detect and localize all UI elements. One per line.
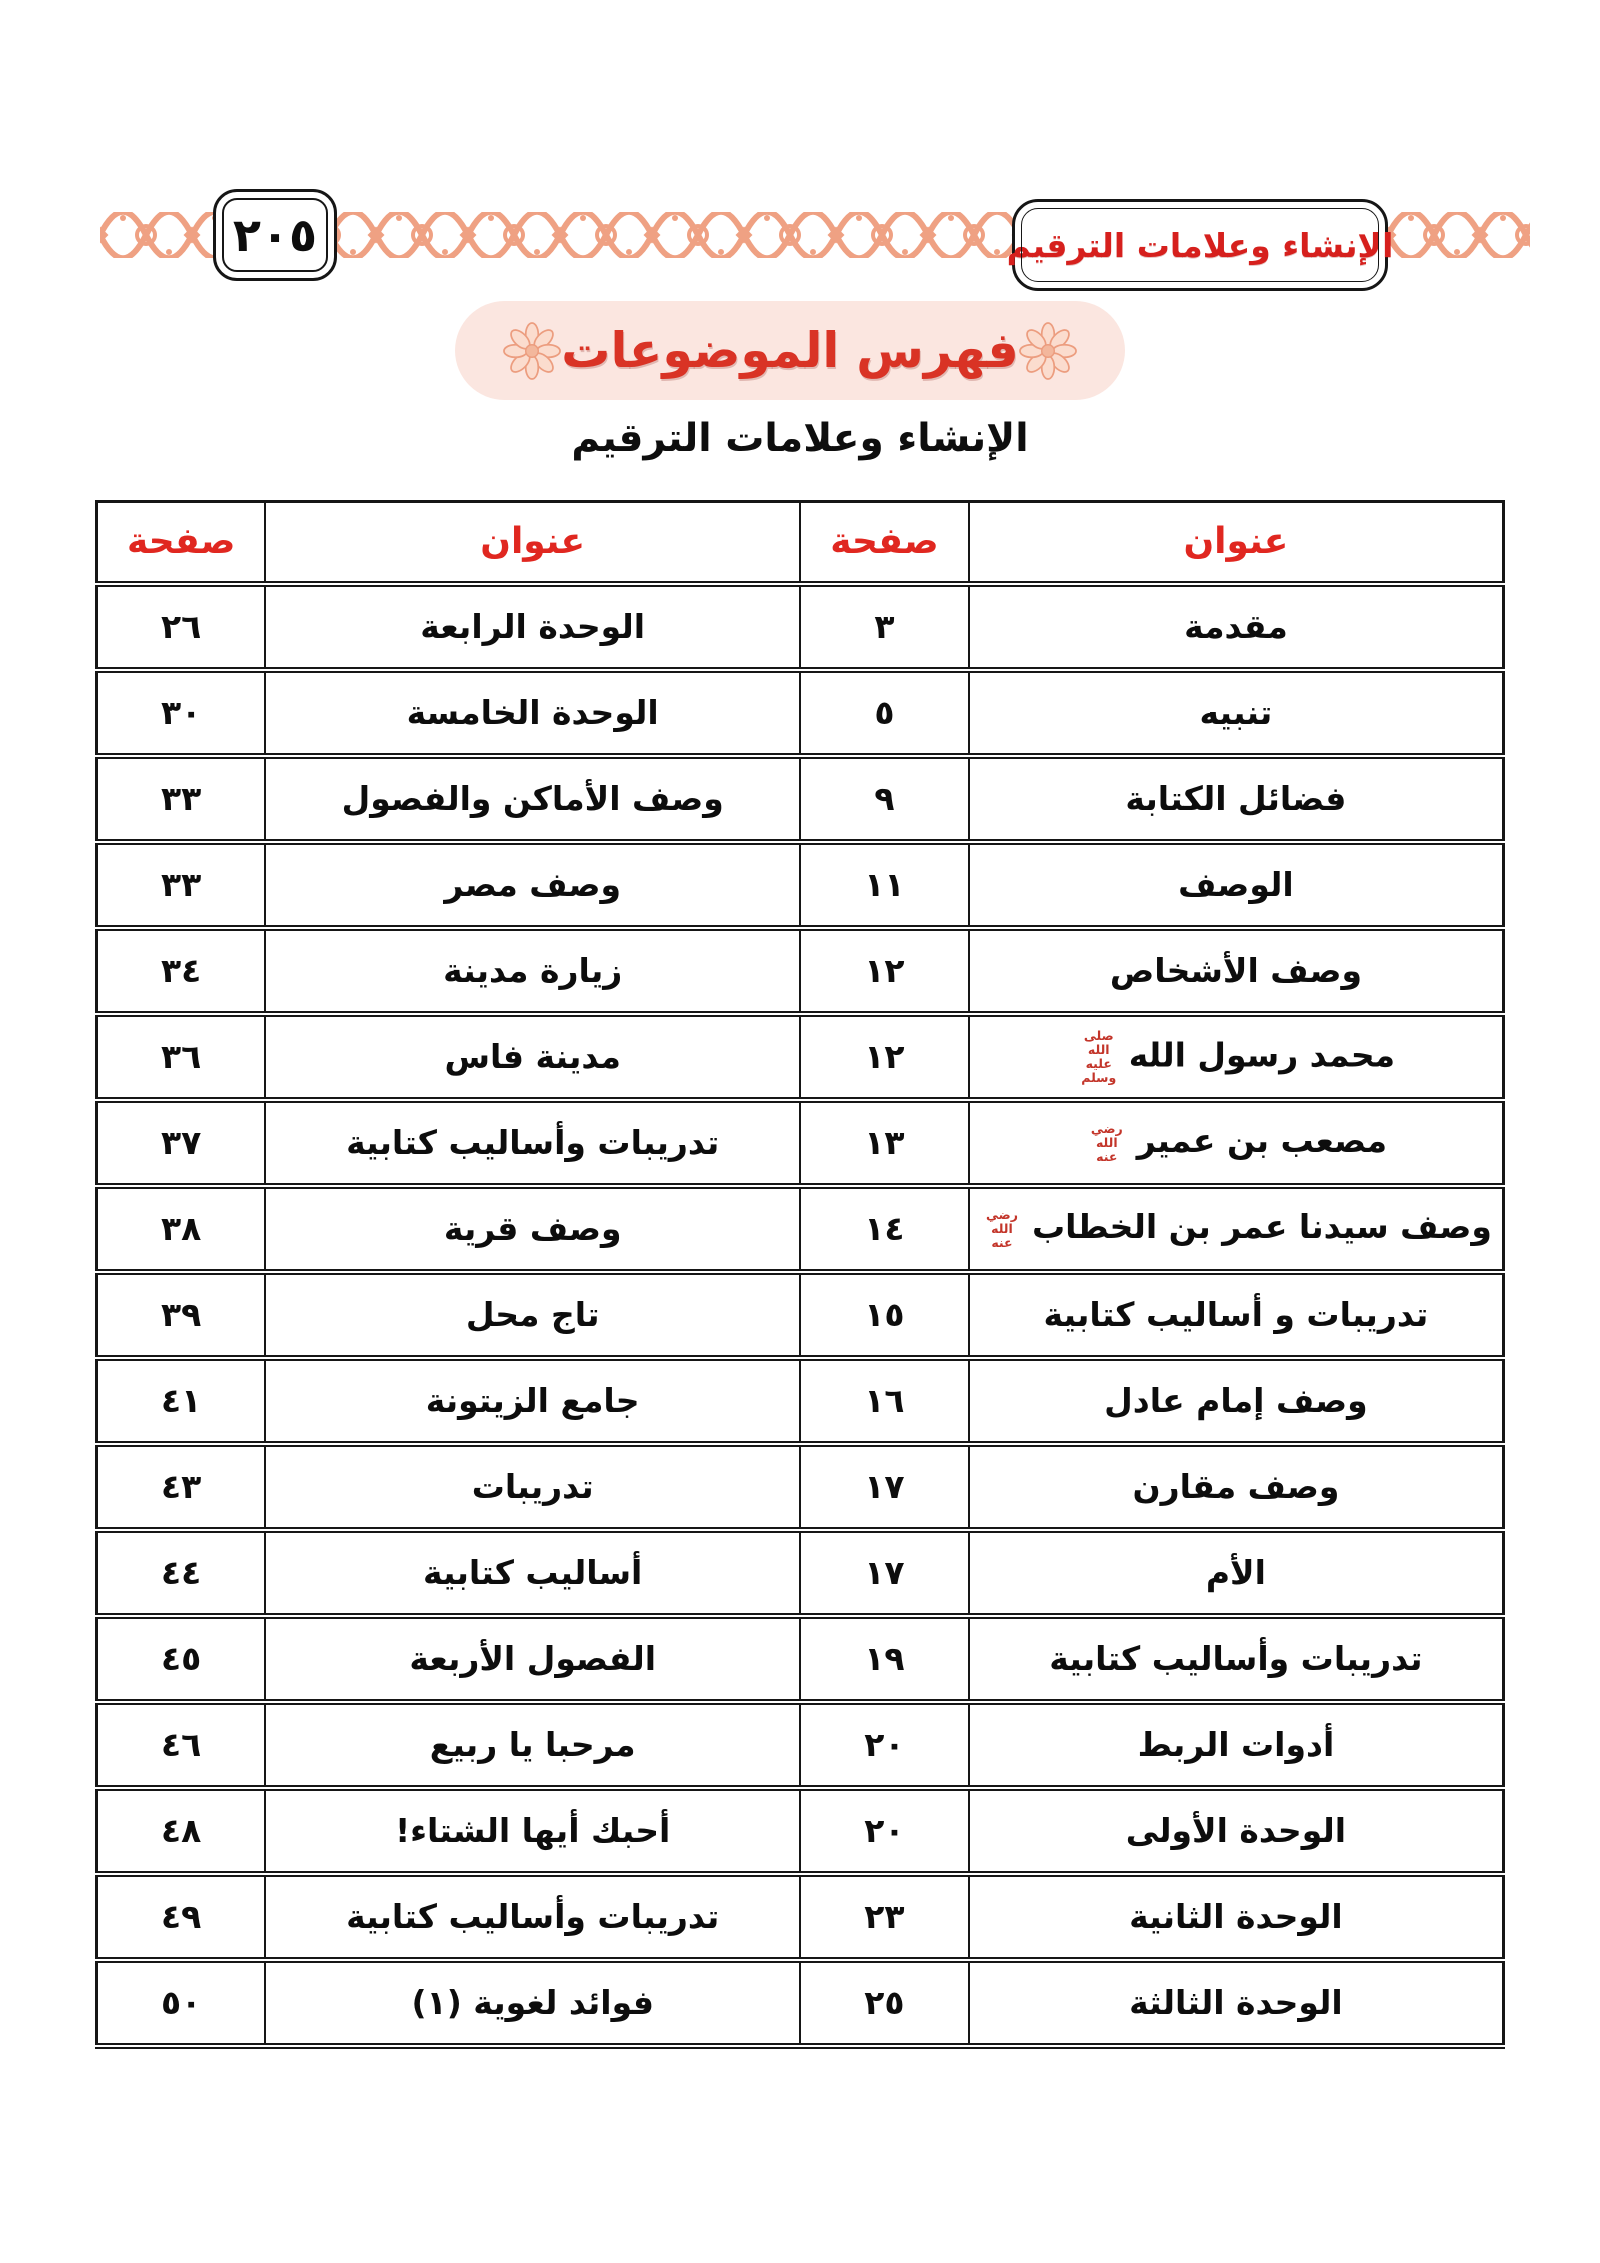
- entry-title-text: الفصول الأربعة: [409, 1639, 657, 1678]
- entry-title-text: الوحدة الثالثة: [1129, 1983, 1343, 2022]
- toc-entry-title: [265, 1788, 800, 1874]
- toc-entry-title: [969, 1530, 1504, 1616]
- entry-title-text: تنبيه: [1199, 693, 1273, 732]
- entry-title-text: أساليب كتابية: [423, 1553, 643, 1592]
- book-title-frame: [1006, 199, 1394, 291]
- toc-entry-page: ٣٧: [97, 1100, 266, 1186]
- toc-entry-title: [969, 1272, 1504, 1358]
- entry-title-text: تدريبات وأساليب كتابية: [346, 1897, 720, 1936]
- table-row: [97, 1444, 1504, 1530]
- table-header-row: [97, 502, 1504, 584]
- toc-entry-page: ٤٤: [97, 1530, 266, 1616]
- col-header-page-left: صفحة: [97, 502, 266, 584]
- toc-entry-page: ١١: [800, 842, 969, 928]
- table-row: [97, 756, 1504, 842]
- honorific-mark: رضي الله عنه: [1090, 1120, 1123, 1164]
- entry-title-text: مدينة فاس: [444, 1037, 621, 1076]
- entry-title-text: الوحدة الأولى: [1125, 1811, 1347, 1850]
- toc-entry-page: ٣٣: [97, 756, 266, 842]
- toc-entry-title: [969, 1616, 1504, 1702]
- entry-title-text: مصعب بن عمير: [1136, 1121, 1388, 1161]
- entry-title-text: جامع الزيتونة: [425, 1381, 640, 1420]
- toc-entry-title: [969, 670, 1504, 756]
- entry-title-text: تدريبات و أساليب كتابية: [1043, 1295, 1429, 1334]
- toc-entry-title: [265, 1702, 800, 1788]
- toc-entry-title: [969, 1014, 1504, 1100]
- toc-entry-title: [969, 1702, 1504, 1788]
- toc-banner: [455, 301, 1125, 400]
- toc-banner-title: فهرس الموضوعات: [561, 322, 1019, 379]
- toc-entry-title: [969, 1960, 1504, 2046]
- toc-entry-page: ٤٩: [97, 1874, 266, 1960]
- toc-entry-title: [969, 1874, 1504, 1960]
- entry-title-text: فضائل الكتابة: [1125, 779, 1347, 818]
- entry-title-text: مقدمة: [1184, 607, 1288, 646]
- toc-entry-title: [969, 1444, 1504, 1530]
- toc-entry-page: ٣٦: [97, 1014, 266, 1100]
- toc-entry-title: [969, 1100, 1504, 1186]
- toc-entry-title: [969, 1358, 1504, 1444]
- table-row: [97, 1702, 1504, 1788]
- toc-entry-page: ١٢: [800, 928, 969, 1014]
- entry-title-text: الوحدة الخامسة: [406, 693, 659, 732]
- toc-entry-page: ٢٥: [800, 1960, 969, 2046]
- toc-entry-page: ٤١: [97, 1358, 266, 1444]
- honorific-mark: صلى الله عليه وسلم: [1081, 1027, 1117, 1085]
- toc-entry-title: [969, 842, 1504, 928]
- page-number-badge: [213, 189, 337, 281]
- col-header-title-right: عنوان: [969, 502, 1504, 584]
- col-header-title-left: عنوان: [265, 502, 800, 584]
- entry-title-text: زيارة مدينة: [443, 951, 623, 990]
- entry-title-text: وصف مقارن: [1132, 1467, 1340, 1506]
- toc-entry-title: [969, 928, 1504, 1014]
- toc-entry-title: [265, 1874, 800, 1960]
- page-number: ٢٠٥: [232, 208, 318, 262]
- book-title-calligraphy: الإنشاء وعلامات الترقيم: [1006, 225, 1394, 265]
- toc-entry-page: ٣: [800, 584, 969, 670]
- table-row: [97, 1530, 1504, 1616]
- table-row: [97, 1014, 1504, 1100]
- entry-title-text: وصف مصر: [444, 865, 622, 904]
- toc-entry-title: [265, 1186, 800, 1272]
- toc-entry-page: ١٦: [800, 1358, 969, 1444]
- toc-table: [95, 500, 1505, 2049]
- toc-entry-page: ٩: [800, 756, 969, 842]
- toc-entry-title: [265, 1014, 800, 1100]
- toc-entry-title: [265, 928, 800, 1014]
- col-header-page-right: صفحة: [800, 502, 969, 584]
- entry-title-text: وصف إمام عادل: [1104, 1381, 1368, 1420]
- toc-entry-page: ١٢: [800, 1014, 969, 1100]
- entry-title-text: الوحدة الثانية: [1129, 1897, 1343, 1936]
- entry-title-text: محمد رسول الله: [1128, 1035, 1396, 1074]
- toc-entry-title: [265, 1616, 800, 1702]
- toc-entry-page: ٢٠: [800, 1702, 969, 1788]
- toc-entry-title: [265, 842, 800, 928]
- entry-title-text: وصف الأشخاص: [1109, 951, 1362, 990]
- table-row: [97, 1788, 1504, 1874]
- table-row: [97, 1358, 1504, 1444]
- entry-title-text: فوائد لغوية (١): [411, 1983, 654, 2022]
- toc-entry-page: ١٧: [800, 1530, 969, 1616]
- toc-entry-title: [265, 1100, 800, 1186]
- entry-title-text: الوحدة الرابعة: [420, 607, 646, 646]
- entry-title-text: مرحبا يا ربيع: [429, 1725, 636, 1764]
- table-row: [97, 1960, 1504, 2046]
- entry-title-text: وصف سيدنا عمر بن الخطاب: [1031, 1207, 1492, 1247]
- entry-title-text: تاج محل: [465, 1295, 600, 1334]
- entry-title-text: تدريبات وأساليب كتابية: [1049, 1639, 1423, 1678]
- toc-entry-title: [265, 670, 800, 756]
- toc-entry-page: ٣٠: [97, 670, 266, 756]
- toc-entry-title: [265, 1272, 800, 1358]
- entry-title-text: الأم: [1205, 1553, 1266, 1592]
- table-row: [97, 584, 1504, 670]
- toc-entry-title: [969, 584, 1504, 670]
- table-row: [97, 1186, 1504, 1272]
- entry-title-text: وصف قرية: [443, 1209, 622, 1248]
- toc-entry-title: [969, 756, 1504, 842]
- toc-entry-title: [265, 1960, 800, 2046]
- toc-entry-page: ٥: [800, 670, 969, 756]
- toc-entry-page: ٤٣: [97, 1444, 266, 1530]
- table-row: [97, 1874, 1504, 1960]
- toc-entry-title: [265, 1444, 800, 1530]
- toc-entry-title: [265, 1358, 800, 1444]
- toc-entry-page: ٣٩: [97, 1272, 266, 1358]
- honorific-mark: رضي الله عنه: [986, 1206, 1018, 1250]
- entry-title-text: تدريبات وأساليب كتابية: [346, 1123, 720, 1162]
- toc-entry-page: ٣٣: [97, 842, 266, 928]
- section-subtitle: الإنشاء وعلامات الترقيم: [571, 416, 1029, 461]
- toc-entry-page: ٤٨: [97, 1788, 266, 1874]
- rosette-icon: [1019, 322, 1077, 380]
- entry-title-text: الوصف: [1178, 865, 1294, 904]
- toc-entry-title: [969, 1186, 1504, 1272]
- toc-entry-title: [969, 1788, 1504, 1874]
- table-row: [97, 1616, 1504, 1702]
- entry-title-text: أدوات الربط: [1137, 1725, 1335, 1764]
- toc-entry-page: ١٥: [800, 1272, 969, 1358]
- table-row: [97, 928, 1504, 1014]
- toc-entry-page: ١٣: [800, 1100, 969, 1186]
- toc-entry-page: ١٧: [800, 1444, 969, 1530]
- entry-title-text: وصف الأماكن والفصول: [341, 779, 724, 818]
- toc-entry-title: [265, 756, 800, 842]
- toc-entry-page: ٢٠: [800, 1788, 969, 1874]
- table-row: [97, 842, 1504, 928]
- toc-entry-page: ٥٠: [97, 1960, 266, 2046]
- toc-table-body: [97, 584, 1504, 2046]
- toc-entry-page: ١٩: [800, 1616, 969, 1702]
- toc-entry-page: ٢٦: [97, 584, 266, 670]
- toc-entry-page: ٤٦: [97, 1702, 266, 1788]
- entry-title-text: أحبك أيها الشتاء!: [395, 1811, 671, 1850]
- table-row: [97, 670, 1504, 756]
- toc-entry-page: ٢٣: [800, 1874, 969, 1960]
- toc-entry-page: ٤٥: [97, 1616, 266, 1702]
- table-row: [97, 1272, 1504, 1358]
- toc-entry-page: ٣٤: [97, 928, 266, 1014]
- toc-entry-page: ٣٨: [97, 1186, 266, 1272]
- toc-entry-title: [265, 584, 800, 670]
- toc-entry-title: [265, 1530, 800, 1616]
- entry-title-text: تدريبات: [471, 1467, 594, 1506]
- toc-entry-page: ١٤: [800, 1186, 969, 1272]
- table-row: [97, 1100, 1504, 1186]
- rosette-icon: [503, 322, 561, 380]
